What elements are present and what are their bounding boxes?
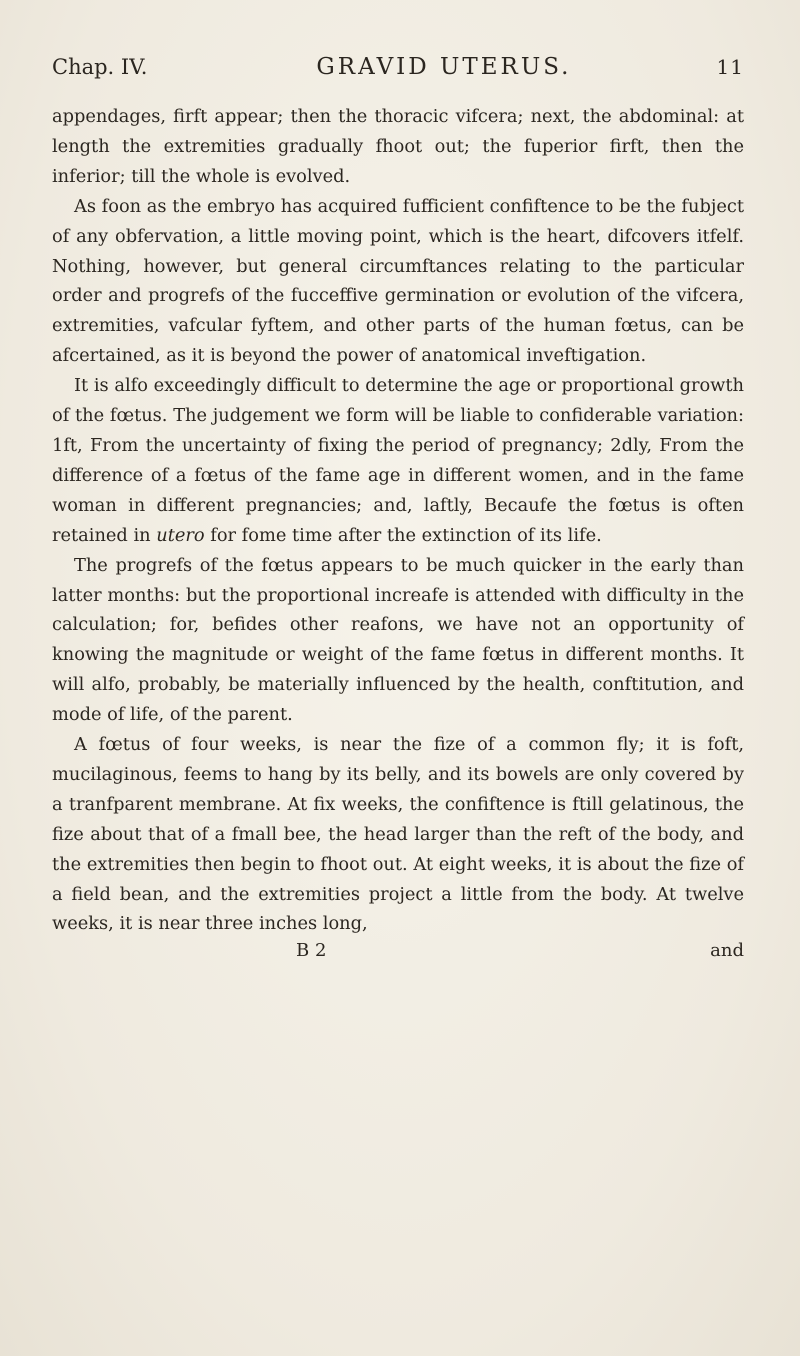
running-title: GRAVID UTERUS. xyxy=(316,54,572,80)
text-block xyxy=(52,54,744,965)
paragraph-4: The progrefs of the fœtus appears to be much quicker in the early than latter months: but the proportional increafe is attended with difficulty in the calculation; for, befides other reafons, we have not an opportunity of knowing the magnitude or weight of the fame fœtus in different months. It will alfo, probably, be materially influenced by the health, conftitution, and mode of life, of the parent. xyxy=(52,554,744,726)
paragraph-1: appendages, firft appear; then the thoracic vifcera; next, the abdominal: at length the extremities gradually fhoot out; the fuperior firft, then the inferior; till the whole is evolved. xyxy=(52,106,744,187)
page-number: 11 xyxy=(716,55,744,79)
paragraph-5: A fœtus of four weeks, is near the fize of a common fly; it is foft, mucilaginous, feems to hang by its belly, and its bowels are only covered by a tranfparent membrane. At fix weeks, the confiftence is ftill gelatinous, the fize about that of a fmall bee, the head larger than the reft of the body, and the extremities then begin to fhoot out. At eight weeks, it is about the fize of a field bean, and the extremities project a little from the body. At twelve weeks, it is near three inches long, xyxy=(52,734,744,935)
chapter-label: Chap. IV. xyxy=(52,55,148,79)
page-footer xyxy=(52,937,744,965)
paragraph-2: As foon as the embryo has acquired fufficient confiftence to be the fubject of any obfervation, a little moving point, which is the heart, difcovers itfelf. Nothing, however, but general circumftances relating to the particular order and progrefs of the fucceffive germination or evolution of the vifcera, extremities, vafcular fyftem, and other parts of the human fœtus, can be afcertained, as it is beyond the power of anatomical inveftigation. xyxy=(52,195,744,367)
running-head xyxy=(52,54,744,90)
body-text xyxy=(52,102,744,939)
signature-mark: B 2 xyxy=(296,940,327,962)
latin-term: utero xyxy=(156,524,205,546)
catchword: and xyxy=(710,940,744,962)
paragraph-3: It is alfo exceedingly difficult to determine the age or proportional growth of the fœtus. The judgement we form will be liable to confiderable variation: 1ft, From the uncertainty of fixing the period of pregnancy; 2dly, From the difference of a fœtus of the fame age in different women, and in the fame woman in different pregnancies; and, laftly, Becaufe the fœtus is often retained in utero for fome time after the extinction of its life. xyxy=(52,375,744,546)
